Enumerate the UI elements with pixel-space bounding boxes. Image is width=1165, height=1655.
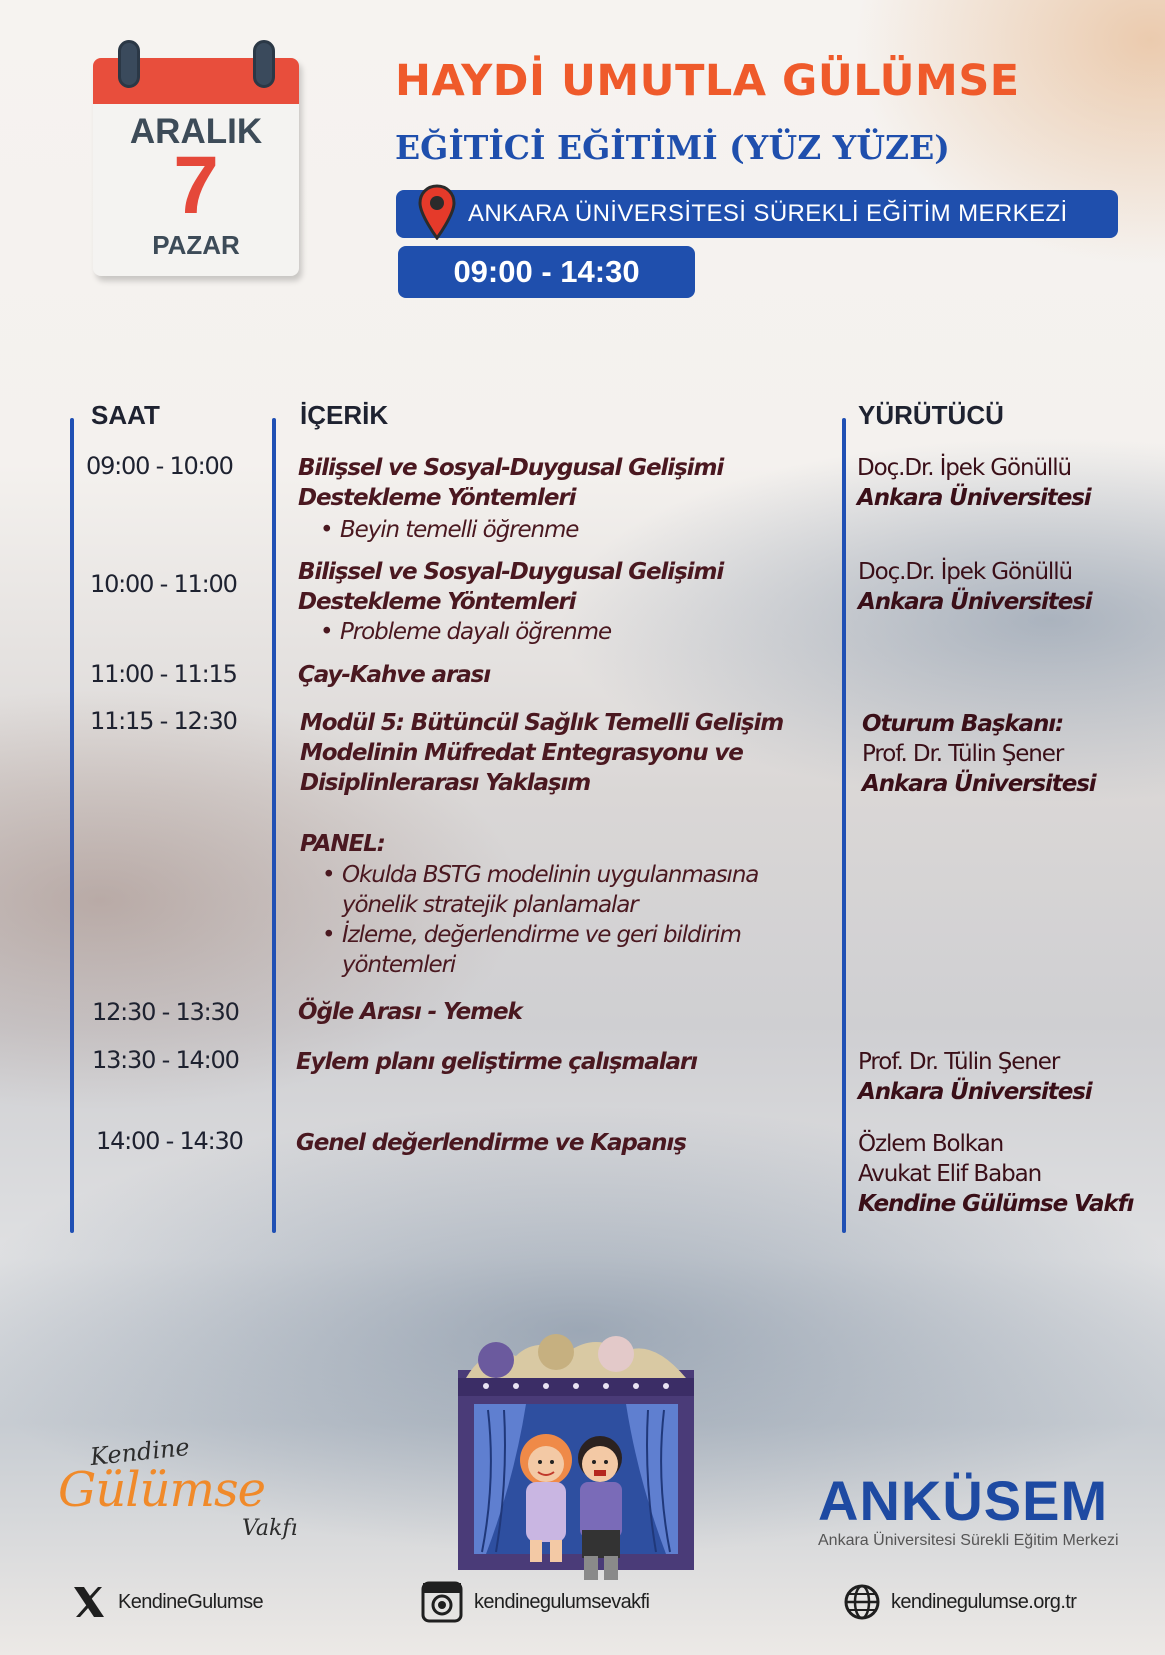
calendar-ring-icon bbox=[118, 40, 140, 88]
row-content bbox=[298, 557, 723, 617]
presenter-affiliation: Kendine Gülümse Vakfı bbox=[858, 1191, 1134, 1217]
instagram-icon bbox=[420, 1580, 464, 1624]
presenter-name: Prof. Dr. Tülin Şener bbox=[858, 1049, 1060, 1075]
table-divider-left bbox=[70, 418, 74, 1233]
row-time: 11:15 - 12:30 bbox=[90, 707, 237, 735]
content-line: Çay-Kahve arası bbox=[298, 662, 491, 688]
content-line: Modelinin Müfredat Entegrasyonu ve bbox=[300, 740, 743, 766]
row-time: 10:00 - 11:00 bbox=[90, 570, 237, 598]
logo-text-line: Vakfı bbox=[242, 1516, 298, 1541]
panel-label: PANEL: bbox=[300, 831, 385, 857]
row-time: 13:30 - 14:00 bbox=[92, 1046, 239, 1074]
bullet-item: • Beyin temelli öğrenme bbox=[320, 515, 578, 545]
row-presenter bbox=[857, 453, 1091, 513]
column-header-content: İÇERİK bbox=[300, 400, 389, 430]
x-handle: KendineGulumse bbox=[118, 1590, 264, 1613]
bullet-item: • Probleme dayalı öğrenme bbox=[320, 617, 611, 647]
ankusem-logo-name: ANKÜSEM bbox=[818, 1469, 1109, 1532]
presenter-name: Doç.Dr. İpek Gönüllü bbox=[858, 559, 1072, 585]
logo-text-line: Gülümse bbox=[58, 1462, 266, 1518]
content-line: Disiplinlerarası Yaklaşım bbox=[300, 770, 591, 796]
social-website[interactable] bbox=[843, 1582, 1076, 1622]
ankusem-logo-subtitle: Ankara Üniversitesi Sürekli Eğitim Merkezi bbox=[818, 1532, 1119, 1549]
ankusem-logo bbox=[818, 1468, 1158, 1558]
row-presenter bbox=[862, 709, 1096, 799]
instagram-handle: kendinegulumsevakfi bbox=[474, 1590, 650, 1613]
panel-bullet-line: • Okulda BSTG modelinin uygulanmasına bbox=[342, 862, 759, 888]
calendar-ring-icon bbox=[253, 40, 275, 88]
row-content bbox=[296, 1047, 697, 1077]
x-logo-icon bbox=[70, 1583, 108, 1621]
presenter-role: Oturum Başkanı: bbox=[862, 711, 1064, 737]
social-x[interactable] bbox=[70, 1582, 263, 1622]
content-line: Destekleme Yöntemleri bbox=[298, 589, 576, 615]
panel-bullet-item bbox=[322, 920, 758, 980]
content-line: Bilişsel ve Sosyal-Duygusal Gelişimi bbox=[298, 559, 724, 585]
presenter-affiliation: Ankara Üniversitesi bbox=[862, 771, 1096, 797]
presenter-name: Doç.Dr. İpek Gönüllü bbox=[857, 455, 1071, 481]
row-content bbox=[298, 453, 723, 513]
row-content bbox=[296, 1128, 686, 1158]
content-line: Eylem planı geliştirme çalışmaları bbox=[296, 1049, 697, 1075]
content-line: Bilişsel ve Sosyal-Duygusal Gelişimi bbox=[298, 455, 724, 481]
row-time: 14:00 - 14:30 bbox=[96, 1127, 243, 1155]
panel-bullet-line: yöntemleri bbox=[342, 952, 456, 978]
content-line: Destekleme Yöntemleri bbox=[298, 485, 576, 511]
row-content bbox=[298, 660, 490, 690]
event-title: HAYDİ UMUTLA GÜLÜMSE bbox=[395, 56, 1020, 106]
row-content bbox=[298, 997, 522, 1027]
row-content bbox=[300, 708, 783, 798]
presenter-affiliation: Ankara Üniversitesi bbox=[857, 485, 1091, 511]
globe-icon bbox=[843, 1583, 881, 1621]
calendar-weekday: PAZAR bbox=[152, 230, 240, 260]
venue-banner bbox=[396, 190, 1118, 238]
location-pin-icon bbox=[418, 184, 456, 240]
calendar-graphic bbox=[93, 40, 299, 276]
puppet-theater-illustration bbox=[456, 1330, 696, 1590]
panel-bullet-item bbox=[322, 860, 758, 920]
presenter-name: Prof. Dr. Tülin Şener bbox=[862, 741, 1064, 767]
presenter-name: Avukat Elif Baban bbox=[858, 1161, 1042, 1187]
presenter-affiliation: Ankara Üniversitesi bbox=[858, 1079, 1092, 1105]
content-line: Modül 5: Bütüncül Sağlık Temelli Gelişim bbox=[300, 710, 784, 736]
content-line: Öğle Arası - Yemek bbox=[298, 999, 522, 1025]
row-bullets bbox=[298, 617, 611, 647]
panel-bullets bbox=[300, 860, 758, 980]
presenter-name: Özlem Bolkan bbox=[858, 1131, 1004, 1157]
kendine-gulumse-logo bbox=[58, 1432, 308, 1548]
panel-bullet-line: yönelik stratejik planlamalar bbox=[342, 892, 638, 918]
row-time: 11:00 - 11:15 bbox=[90, 660, 237, 688]
row-bullets bbox=[298, 515, 578, 545]
presenter-affiliation: Ankara Üniversitesi bbox=[858, 589, 1092, 615]
row-time: 09:00 - 10:00 bbox=[86, 452, 233, 480]
calendar-day: 7 bbox=[173, 140, 219, 231]
row-time: 12:30 - 13:30 bbox=[92, 998, 239, 1026]
event-time-banner: 09:00 - 14:30 bbox=[398, 246, 695, 298]
row-presenter bbox=[858, 557, 1092, 617]
social-instagram[interactable] bbox=[420, 1582, 649, 1622]
column-header-time: SAAT bbox=[91, 400, 160, 430]
website-link: kendinegulumse.org.tr bbox=[891, 1590, 1077, 1613]
row-presenter bbox=[858, 1129, 1133, 1219]
logo-text-line: Kendine bbox=[88, 1432, 191, 1472]
panel-bullet-line: • İzleme, değerlendirme ve geri bildirim bbox=[342, 922, 741, 948]
content-line: Genel değerlendirme ve Kapanış bbox=[296, 1130, 686, 1156]
column-header-presenter: YÜRÜTÜCÜ bbox=[858, 400, 1004, 430]
table-divider-right bbox=[842, 418, 846, 1233]
row-presenter bbox=[858, 1047, 1092, 1107]
calendar-month: ARALIK bbox=[129, 112, 263, 151]
event-subtitle: EĞİTİCİ EĞİTİMİ (YÜZ YÜZE) bbox=[395, 128, 950, 167]
venue-text: ANKARA ÜNİVERSİTESİ SÜREKLİ EĞİTİM MERKEZİ bbox=[468, 200, 1068, 227]
table-divider-middle bbox=[272, 418, 276, 1233]
